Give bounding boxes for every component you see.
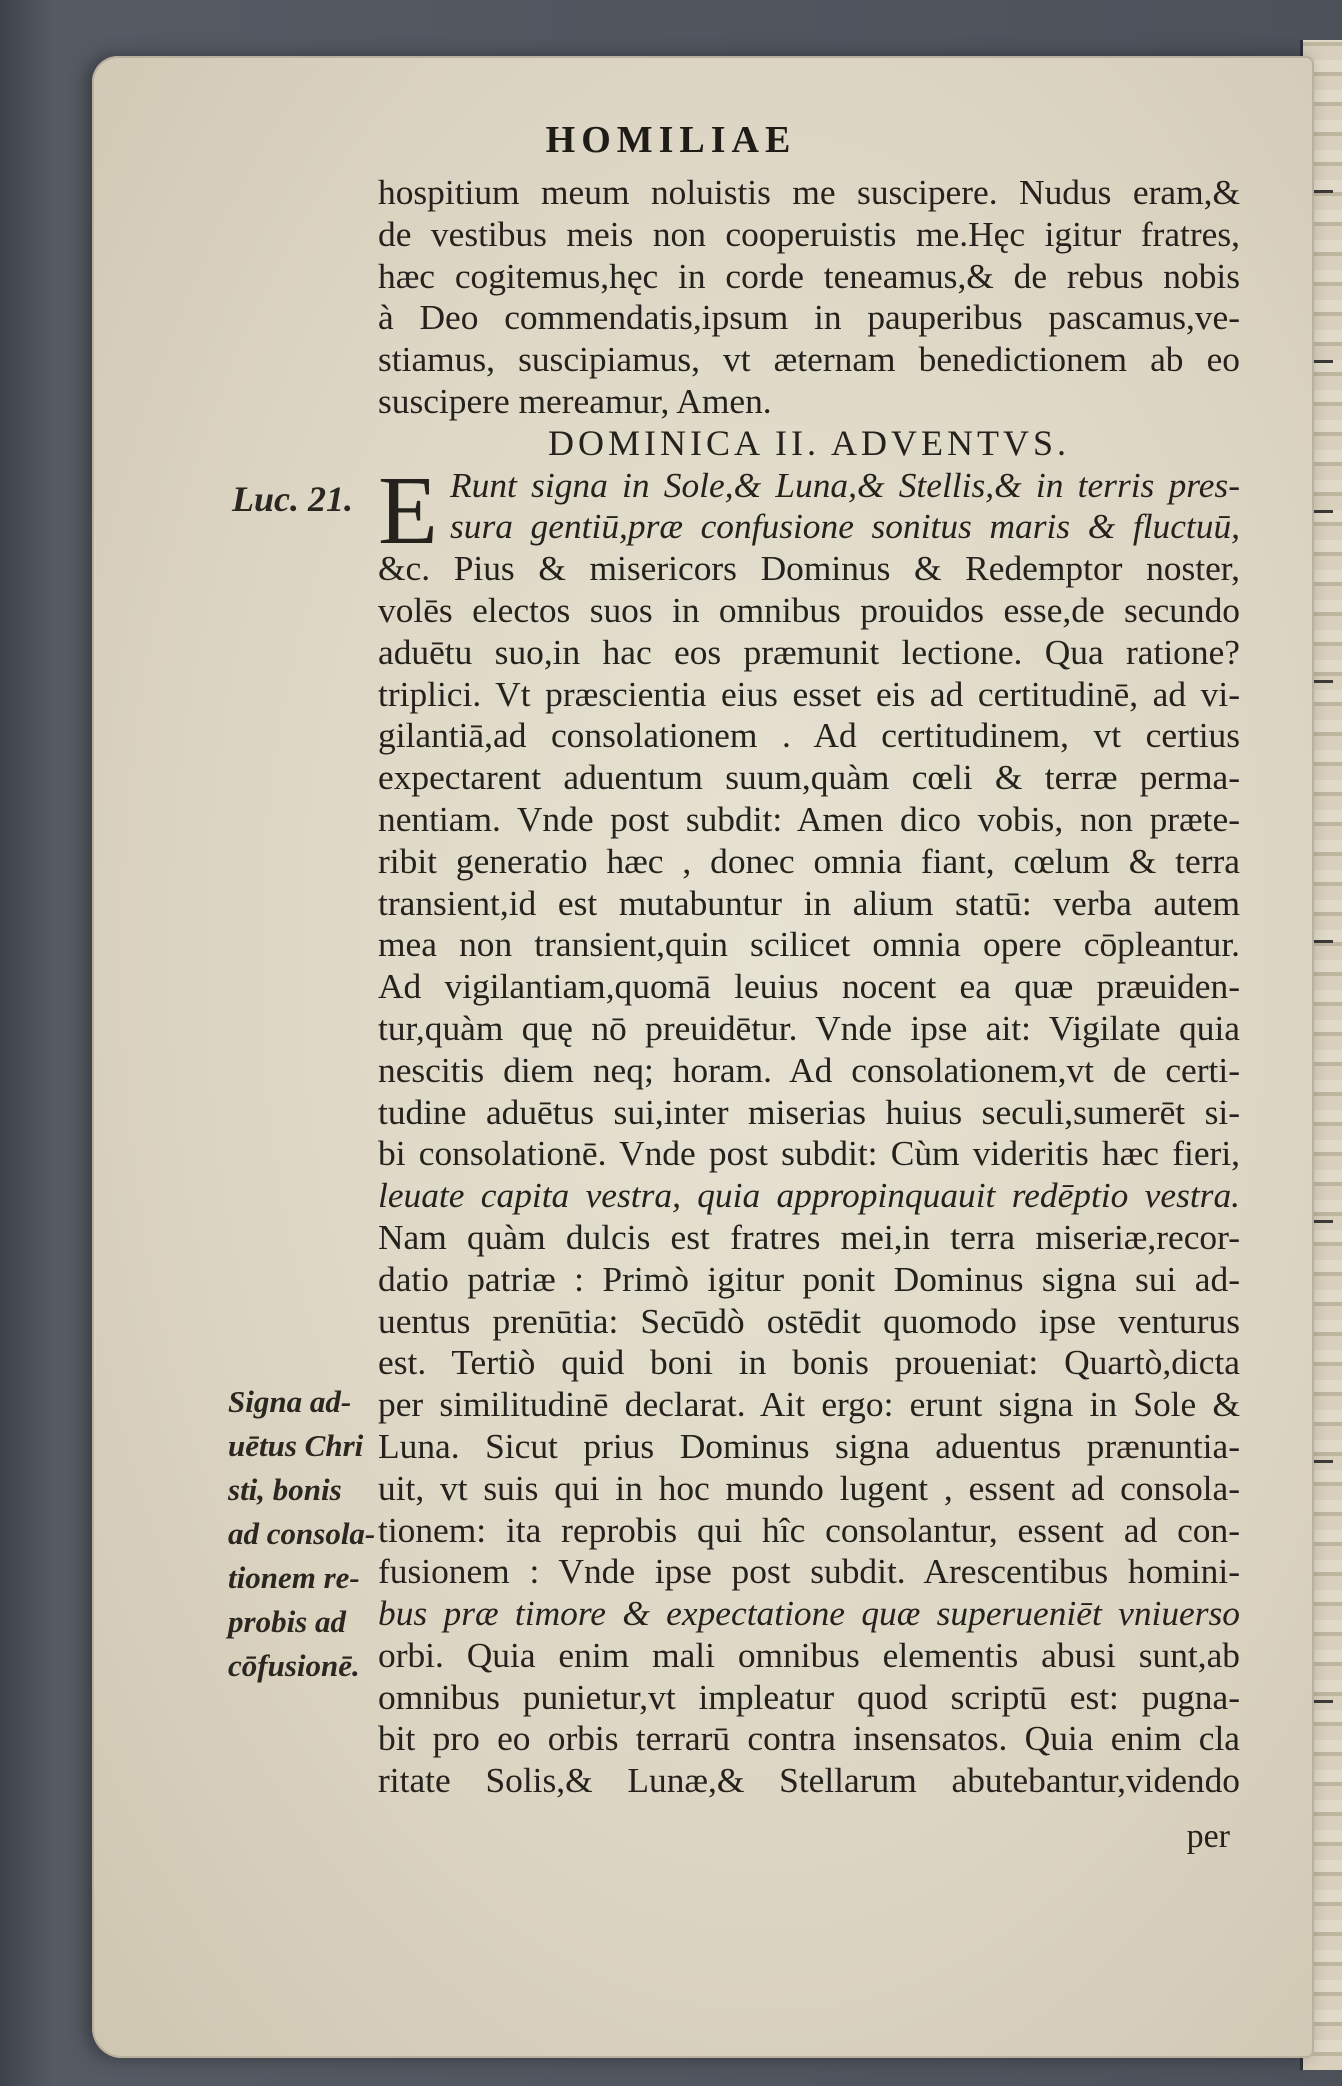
- running-header: HOMILIAE: [545, 119, 797, 161]
- text-line: Ad vigilantiam,quomā leuius nocent ea quæ præuiden-: [378, 966, 1240, 1007]
- text-line: datio patriæ : Primò igitur ponit Dominus signa sui ad-: [378, 1258, 1240, 1299]
- text-line: bus præ timore & expectatione quæ superueniēt vniuerso: [378, 1593, 1240, 1634]
- text-line: fusionem : Vnde ipse post subdit. Arescentibus homini-: [378, 1551, 1240, 1592]
- text-line: leuate capita vestra, quia appropinquauit redēptio vestra.: [378, 1175, 1240, 1216]
- margin-note-line: ad consola-: [228, 1516, 376, 1551]
- text-line: bit pro eo orbis terrarū contra insensatos. Quia enim cla: [378, 1718, 1240, 1759]
- text-line: stiamus, suscipiamus, vt æternam benedictionem ab eo: [378, 339, 1240, 380]
- margin-note-line: uētus Chri: [228, 1428, 364, 1463]
- section-heading: DOMINICA II. ADVENTVS.: [548, 422, 1070, 463]
- text-line: Nam quàm dulcis est fratres mei,in terra miseriæ,recor-: [378, 1216, 1240, 1257]
- text-line: nescitis diem neq; horam. Ad consolationem,vt de certi-: [378, 1049, 1240, 1090]
- body-text: [378, 172, 1240, 1802]
- catchword: per: [1186, 1818, 1230, 1855]
- text-line: triplici. Vt præscientia eius esset eis ad certitudinē, ad vi-: [378, 673, 1240, 714]
- text-line: nentiam. Vnde post subdit: Amen dico vobis, non præte-: [378, 798, 1240, 839]
- text-line: tudine aduētus sui,inter miserias huius seculi,sumerēt si-: [378, 1091, 1240, 1132]
- margin-note-line: tionem re-: [228, 1560, 360, 1595]
- margin-reference: Luc. 21.: [232, 479, 353, 519]
- text-line: Luna. Sicut prius Dominus signa aduentus prænuntia-: [378, 1425, 1240, 1466]
- text-line: à Deo commendatis,ipsum in pauperibus pascamus,ve-: [378, 297, 1240, 338]
- text-line: suscipere mereamur, Amen.: [378, 380, 772, 421]
- text-line: ribit generatio hæc , donec omnia fiant, cœlum & terra: [378, 840, 1240, 881]
- text-line: volēs electos suos in omnibus prouidos esse,de secundo: [378, 589, 1240, 630]
- text-line: hæc cogitemus,hęc in corde teneamus,& de rebus nobis: [378, 255, 1240, 296]
- text-line: mea non transient,quin scilicet omnia opere cōpleantur.: [378, 924, 1240, 965]
- text-line: sura gentiū,præ confusione sonitus maris & fluctuū,: [450, 506, 1240, 547]
- text-line: tionem: ita reprobis qui hîc consolantur, essent ad con-: [378, 1509, 1240, 1550]
- text-line: Runt signa in Sole,& Luna,& Stellis,& in terris pres-: [450, 464, 1240, 505]
- text-line: orbi. Quia enim mali omnibus elementis abusi sunt,ab: [378, 1634, 1240, 1675]
- text-line: omnibus punietur,vt impleatur quod scriptū est: pugna-: [378, 1676, 1240, 1717]
- text-line: de vestibus meis non cooperuistis me.Hęc igitur fratres,: [378, 213, 1240, 254]
- text-line: &c. Pius & misericors Dominus & Redemptor noster,: [378, 548, 1240, 589]
- text-line: tur,quàm quę nō preuidētur. Vnde ipse ait: Vigilate quia: [378, 1007, 1240, 1048]
- text-line: uentus prenūtia: Secūdò ostēdit quomodo ipse venturus: [378, 1300, 1240, 1341]
- opening-paragraph: [378, 456, 1240, 565]
- margin-note-line: cōfusionē.: [228, 1648, 360, 1683]
- margin-note-signa: [228, 1380, 388, 1688]
- text-line: uit, vt suis qui in hoc mundo lugent , essent ad consola-: [378, 1467, 1240, 1508]
- text-line: bi consolationē. Vnde post subdit: Cùm videritis hæc fieri,: [378, 1133, 1240, 1174]
- text-line: est. Tertiò quid boni in bonis proueniat: Quartò,dicta: [378, 1342, 1240, 1383]
- margin-note-line: Signa ad-: [228, 1384, 352, 1419]
- text-line: gilantiā,ad consolationem . Ad certitudinem, vt certius: [378, 715, 1240, 756]
- text-line: ritate Solis,& Lunæ,& Stellarum abutebantur,videndo: [378, 1760, 1240, 1801]
- text-line: aduētu suo,in hac eos præmunit lectione. Qua ratione?: [378, 631, 1240, 672]
- text-line: hospitium meum noluistis me suscipere. Nudus eram,&: [378, 172, 1240, 212]
- margin-note-line: sti, bonis: [228, 1472, 342, 1507]
- margin-note-line: probis ad: [228, 1604, 346, 1639]
- text-line: per similitudinē declarat. Ait ergo: erunt signa in Sole &: [378, 1384, 1240, 1425]
- text-line: transient,id est mutabuntur in alium statū: verba autem: [378, 882, 1240, 923]
- text-line: expectarent aduentum suum,quàm cœli & terræ perma-: [378, 757, 1240, 798]
- drop-cap: E: [378, 456, 438, 565]
